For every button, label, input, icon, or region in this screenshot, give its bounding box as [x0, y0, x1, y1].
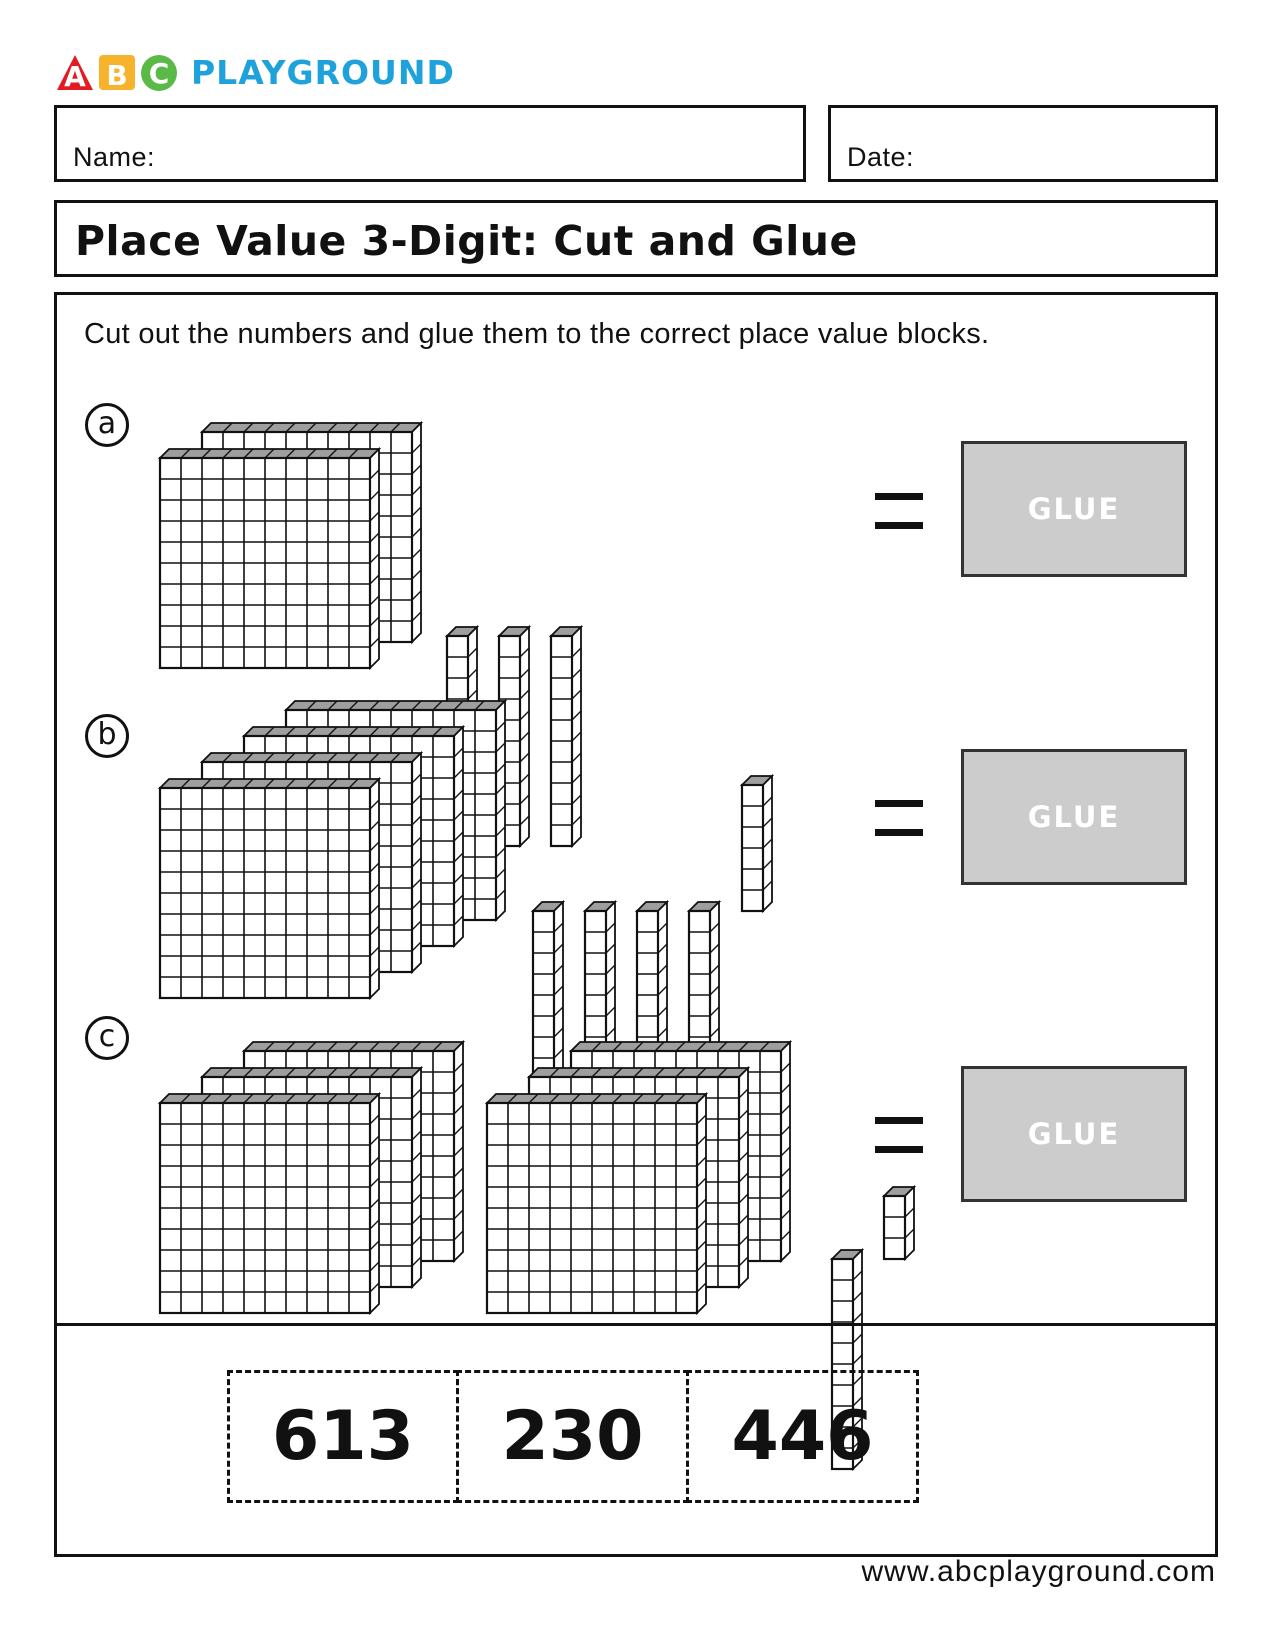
- hundred-flat: [160, 1094, 379, 1313]
- svg-text:C: C: [148, 57, 170, 90]
- page-title: Place Value 3-Digit: Cut and Glue: [75, 217, 858, 265]
- equals-sign-b: [875, 800, 923, 836]
- cutout-number[interactable]: 613: [227, 1370, 459, 1503]
- instructions-text: Cut out the numbers and glue them to the correct place value blocks.: [84, 318, 990, 350]
- cutout-number[interactable]: 230: [456, 1370, 689, 1503]
- problem-c-label: c: [85, 1016, 129, 1060]
- glue-box-b[interactable]: GLUE: [961, 749, 1187, 885]
- ten-rod: [551, 627, 581, 846]
- cutout-number[interactable]: 446: [686, 1370, 919, 1503]
- glue-box-c[interactable]: GLUE: [961, 1066, 1187, 1202]
- ones-column: [884, 1187, 914, 1259]
- brand-word: PLAYGROUND: [191, 52, 455, 92]
- equals-sign-c: [875, 1117, 923, 1153]
- footer-url: www.abcplayground.com: [861, 1555, 1216, 1588]
- hundred-flat: [160, 779, 379, 998]
- problem-a-label: a: [85, 403, 129, 447]
- hundred-flat: [160, 449, 379, 668]
- svg-text:A: A: [64, 60, 86, 92]
- ones-column: [742, 776, 772, 911]
- equals-sign-a: [875, 493, 923, 529]
- date-label: Date:: [847, 142, 915, 172]
- cutout-divider: [54, 1323, 1218, 1326]
- name-label: Name:: [73, 142, 156, 172]
- hundred-flat: [487, 1094, 706, 1313]
- svg-text:B: B: [106, 59, 128, 92]
- problem-b-label: b: [85, 714, 129, 758]
- glue-box-a[interactable]: GLUE: [961, 441, 1187, 577]
